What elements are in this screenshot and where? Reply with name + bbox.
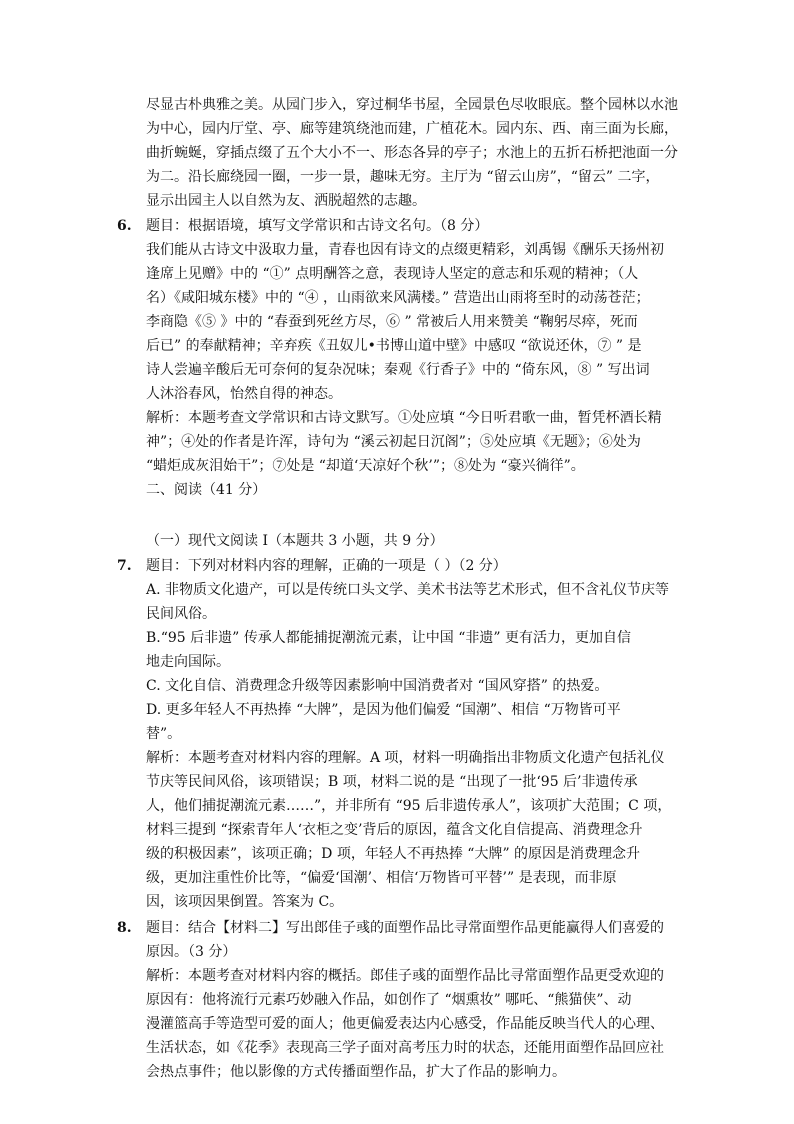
text-line: 我们能从古诗文中汲取力量，青春也因有诗文的点缀更精彩，刘禹锡《酬乐天扬州初 <box>146 242 664 258</box>
analysis-line: 节庆等民间风俗，该项错误；B 项，材料二说的是 “出现了一批‘95 后’非遗传承 <box>146 774 638 790</box>
text-line: 原因。（3 分） <box>146 944 237 960</box>
section-heading: 二、阅读（41 分） <box>146 482 267 498</box>
text-line: 后已” 的奉献精神；辛弃疾《丑奴儿•书博山道中壁》中感叹 “欲说还休，⑦ ” 是 <box>146 338 642 354</box>
text-line: 民间风俗。 <box>146 606 216 622</box>
analysis-line: 解析：本题考查对材料内容的概括。郎佳子彧的面塑作品比寻常面塑作品更受欢迎的 <box>146 968 664 984</box>
text-line: 显示出园主人以自然为友、洒脱超然的志趣。 <box>146 193 426 209</box>
text-line: 为二。沿长廊绕园一圈，一步一景，趣味无穷。主厅为 “留云山房”，“留云” 二字， <box>146 169 660 185</box>
option-c: C. 文化自信、消费理念升级等因素影响中国消费者对 “国风穿搭” 的热爱。 <box>146 678 609 694</box>
question-number: 6. <box>117 218 132 234</box>
option-b: B.“95 后非遗” 传承人都能捕捉潮流元素，让中国 “非遗” 更有活力，更加自信 <box>146 630 631 646</box>
analysis-line: 级的积极因素”，该项正确；D 项，年轻人不再热捧 “大牌” 的原因是消费理念升 <box>146 846 641 862</box>
text-line: 逢席上见赠》中的 “①” 点明酬答之意，表现诗人坚定的意志和乐观的精神；（人 <box>146 266 639 282</box>
analysis-line: 原因有：他将流行元素巧妙融入作品，如创作了 “烟熏妆” 哪吒、“熊猫侠”、动 <box>146 992 632 1008</box>
question-title: 题目：下列对材料内容的理解，正确的一项是（ ）（2 分） <box>146 558 507 574</box>
analysis-line: 因，该项因果倒置。答案为 C。 <box>146 894 344 910</box>
analysis-line: 人，他们捕捉潮流元素……”，并非所有 “95 后非遗传承人”，该项扩大范围；C 项， <box>146 798 672 814</box>
analysis-line: 级，更加注重性价比等，“偏爱‘国潮’、相信‘万物皆可平替’” 是表现，而非原 <box>146 870 617 886</box>
text-line: 人沐浴春风，怡然自得的神态。 <box>146 386 342 402</box>
question-number: 7. <box>117 558 132 574</box>
analysis-line: 会热点事件；他以影像的方式传播面塑作品，扩大了作品的影响力。 <box>146 1064 566 1080</box>
question-title: 题目：结合【材料二】写出郎佳子彧的面塑作品比寻常面塑作品更能赢得人们喜爱的 <box>146 920 664 936</box>
question-number: 8. <box>117 920 132 936</box>
text-line: 名）《咸阳城东楼》中的 “④ ，山雨欲来风满楼。” 营造出山雨将至时的动荡苍茫； <box>146 290 650 306</box>
text-line: 诗人尝遍辛酸后无可奈何的复杂况味；秦观《行香子》中的 “倚东风，⑧ ” 写出词 <box>146 362 650 378</box>
option-d: D. 更多年轻人不再热捧 “大牌”，是因为他们偏爱 “国潮”、相信 “万物皆可平 <box>146 702 621 718</box>
option-a: A. 非物质文化遗产，可以是传统口头文学、美术书法等艺术形式，但不含礼仪节庆等 <box>146 582 670 598</box>
analysis-line: “蜡炬成灰泪始干”；⑦处是 “却道‘天凉好个秋’”；⑧处为 “豪兴徜徉”。 <box>146 458 585 474</box>
analysis-line: 神”；④处的作者是许浑，诗句为 “溪云初起日沉阁”；⑤处应填《无题》；⑥处为 <box>146 434 641 450</box>
analysis-line: 材料三提到 “探索青年人‘衣柜之变’背后的原因，蕴含文化自信提高、消费理念升 <box>146 822 643 838</box>
text-line: 曲折蜿蜒，穿插点缀了五个大小不一、形态各异的亭子；水池上的五折石桥把池面一分 <box>146 145 678 161</box>
text-line: 为中心，园内厅堂、亭、廊等建筑绕池而建，广植花木。园内东、西、南三面为长廊， <box>146 121 678 137</box>
analysis-line: 解析：本题考查对材料内容的理解。A 项，材料一明确指出非物质文化遗产包括礼仪 <box>146 750 665 766</box>
subsection-heading: （一）现代文阅读 Ⅰ（本题共 3 小题，共 9 分） <box>146 533 444 549</box>
text-line: 地走向国际。 <box>146 654 230 670</box>
text-line: 李商隐《⑤ 》中的 “春蚕到死丝方尽，⑥ ” 常被后人用来赞美 “鞠躬尽瘁，死而 <box>146 314 638 330</box>
text-line: 替”。 <box>146 726 182 742</box>
analysis-line: 解析：本题考查文学常识和古诗文默写。①处应填 “今日听君歌一曲，暂凭杯酒长精 <box>146 410 662 426</box>
analysis-line: 生活状态，如《花季》表现高三学子面对高考压力时的状态，还能用面塑作品回应社 <box>146 1040 664 1056</box>
question-title: 题目：根据语境，填写文学常识和古诗文名句。（8 分） <box>146 218 489 234</box>
analysis-line: 漫灌篮高手等造型可爱的面人；他更偏爱表达内心感受，作品能反映当代人的心理、 <box>146 1016 664 1032</box>
text-line: 尽显古朴典雅之美。从园门步入，穿过桐华书屋，全园景色尽收眼底。整个园林以水池 <box>146 97 678 113</box>
